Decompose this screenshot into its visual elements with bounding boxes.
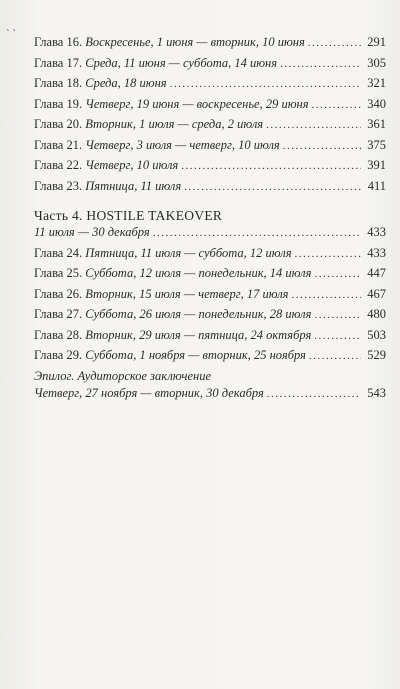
page-number: 433 xyxy=(367,245,386,260)
corner-mark: ` ` xyxy=(6,28,17,40)
leader-dots xyxy=(308,37,361,49)
part-dates: 11 июля — 30 декабря xyxy=(34,225,150,239)
toc-entry xyxy=(34,35,386,56)
page-number: 467 xyxy=(367,286,386,301)
toc-entry xyxy=(34,348,386,369)
chapter-number: Глава 21. xyxy=(34,137,83,152)
chapter-number: Глава 23. xyxy=(34,178,83,193)
toc-entry xyxy=(34,307,386,328)
toc-entry xyxy=(34,266,386,287)
part-entry xyxy=(34,225,386,246)
chapter-number: Глава 20. xyxy=(34,117,83,131)
toc-entry xyxy=(34,97,386,118)
toc-entry-label xyxy=(34,179,181,194)
toc-entry xyxy=(34,246,386,267)
toc-entry xyxy=(34,158,386,179)
part-title: Часть 4. HOSTILE TAKEOVER xyxy=(34,208,223,223)
leader-dots xyxy=(314,309,361,321)
leader-dots xyxy=(309,350,361,362)
toc-entry xyxy=(34,328,386,349)
page-number: 291 xyxy=(367,35,386,49)
chapter-dates: Вторник, 1 июля — среда, 2 июля xyxy=(85,117,264,131)
chapter-dates: Четверг, 19 июня — воскресенье, 29 июня xyxy=(85,96,309,111)
leader-dots xyxy=(181,160,361,172)
leader-dots xyxy=(312,99,361,111)
chapter-number: Глава 26. xyxy=(34,286,83,301)
toc-entry xyxy=(34,56,386,77)
chapter-number: Глава 29. xyxy=(34,348,83,362)
toc-entry-label xyxy=(34,328,311,343)
chapter-dates: Вторник, 15 июля — четверг, 17 июля xyxy=(85,286,289,301)
chapter-dates: Суббота, 12 июля — понедельник, 14 июля xyxy=(85,266,312,280)
page-number: 447 xyxy=(367,266,386,280)
leader-dots xyxy=(153,227,361,239)
chapter-dates: Пятница, 11 июля xyxy=(85,178,182,193)
chapter-dates: Суббота, 1 ноября — вторник, 25 ноября xyxy=(85,348,306,362)
chapter-number: Глава 24. xyxy=(34,245,83,260)
chapter-dates: Воскресенье, 1 июня — вторник, 10 июня xyxy=(85,35,305,49)
page-number: 340 xyxy=(367,96,386,111)
epilogue-dates: Четверг, 27 ноября — вторник, 30 декабря xyxy=(34,385,264,400)
table-of-contents xyxy=(34,35,386,410)
page-number: 411 xyxy=(367,178,386,193)
toc-entry-label xyxy=(34,76,167,91)
epilogue-title: Эпилог. Аудиторское заключение xyxy=(34,368,212,383)
page-number: 375 xyxy=(367,137,386,152)
toc-entry-label xyxy=(34,287,288,302)
chapter-dates: Четверг, 10 июля xyxy=(85,158,179,172)
leader-dots xyxy=(283,140,361,152)
toc-entry xyxy=(34,76,386,97)
chapter-number: Глава 17. xyxy=(34,55,83,70)
page-number: 480 xyxy=(367,307,386,321)
chapter-dates: Суббота, 26 июля — понедельник, 28 июля xyxy=(85,307,312,321)
page-number: 503 xyxy=(367,327,386,342)
toc-entry-label xyxy=(34,348,306,363)
toc-entry-label xyxy=(34,97,309,112)
leader-dots xyxy=(314,330,361,342)
page-number: 305 xyxy=(367,55,386,70)
toc-entry-label xyxy=(34,117,263,132)
toc-entry-label xyxy=(34,266,311,281)
chapter-number: Глава 16. xyxy=(34,35,83,49)
page-number: 529 xyxy=(367,348,386,362)
page-number: 391 xyxy=(367,158,386,172)
chapter-number: Глава 28. xyxy=(34,327,83,342)
page-number: 433 xyxy=(367,225,386,239)
leader-dots xyxy=(295,248,361,260)
leader-dots xyxy=(291,289,361,301)
leader-dots xyxy=(184,181,361,193)
leader-dots xyxy=(267,388,361,400)
chapter-dates: Среда, 18 июня xyxy=(85,76,167,90)
toc-entry-label xyxy=(34,138,280,153)
chapter-number: Глава 25. xyxy=(34,266,83,280)
toc-entry xyxy=(34,138,386,159)
toc-entry xyxy=(34,287,386,308)
leader-dots xyxy=(266,119,361,131)
chapter-dates: Вторник, 29 июля — пятница, 24 октября xyxy=(85,327,312,342)
chapter-number: Глава 19. xyxy=(34,96,83,111)
page-number: 321 xyxy=(367,76,386,90)
toc-entry-label xyxy=(34,158,178,173)
leader-dots xyxy=(280,58,361,70)
chapter-number: Глава 22. xyxy=(34,158,83,172)
page-number: 543 xyxy=(367,385,386,400)
toc-entry-label xyxy=(34,56,277,71)
toc-entry xyxy=(34,179,386,200)
chapter-dates: Среда, 11 июня — суббота, 14 июня xyxy=(85,55,278,70)
leader-dots xyxy=(170,78,361,90)
chapter-number: Глава 27. xyxy=(34,307,83,321)
toc-entry-label xyxy=(34,35,305,50)
toc-entry-label xyxy=(34,246,292,261)
chapter-dates: Пятница, 11 июля — суббота, 12 июля xyxy=(85,245,292,260)
toc-entry-label xyxy=(34,307,311,322)
page-number: 361 xyxy=(367,117,386,131)
epilogue-entry xyxy=(34,386,386,410)
chapter-dates: Четверг, 3 июля — четверг, 10 июля xyxy=(85,137,280,152)
toc-entry xyxy=(34,117,386,138)
chapter-number: Глава 18. xyxy=(34,76,83,90)
leader-dots xyxy=(314,268,361,280)
